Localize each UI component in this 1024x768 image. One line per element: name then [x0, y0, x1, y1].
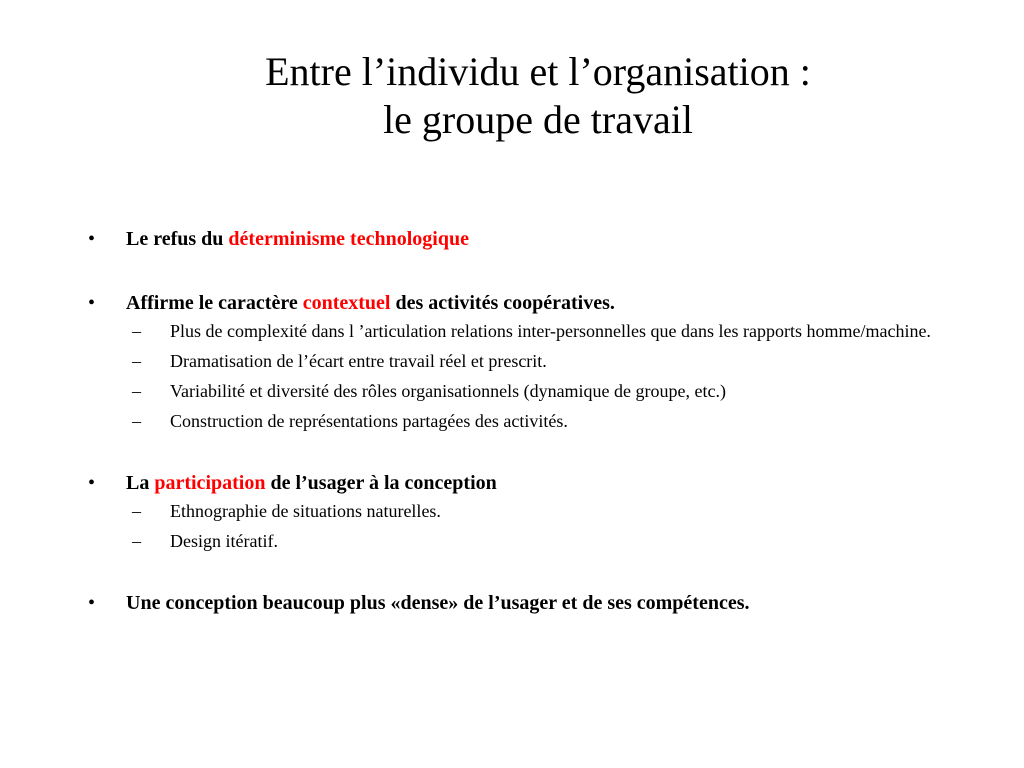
dash-marker: –	[132, 381, 141, 401]
bullet-item-participation	[88, 470, 988, 496]
bullet-list	[88, 226, 988, 616]
bullet-item-dense-conception	[88, 590, 988, 616]
bullet-item-determinism	[88, 226, 988, 252]
slide-title	[0, 48, 1024, 144]
bullet-marker: •	[88, 228, 96, 250]
bullet-marker: •	[88, 472, 96, 494]
bullet-text-prefix: La	[126, 472, 155, 494]
bullet-item-context	[88, 290, 988, 316]
dash-marker: –	[132, 351, 141, 371]
sub-item-text: Ethnographie de situations naturelles.	[170, 501, 441, 521]
sub-item	[88, 530, 988, 552]
dash-marker: –	[132, 531, 141, 551]
bullet-text-suffix: des activités coopératives.	[390, 292, 615, 314]
bullet-marker: •	[88, 592, 96, 614]
sub-item-text: Design itératif.	[170, 531, 278, 551]
sub-list-participation	[88, 500, 988, 552]
bullet-marker: •	[88, 292, 96, 314]
bullet-text-prefix: Affirme le caractère	[126, 292, 303, 314]
sub-item	[88, 410, 988, 432]
sub-item	[88, 320, 988, 342]
sub-item	[88, 380, 988, 402]
title-line-1: Entre l’individu et l’organisation :	[265, 49, 811, 94]
sub-item-text: Plus de complexité dans l ’articulation relations inter-personnelles que dans les rapports homme/machine.	[170, 321, 931, 341]
sub-item-text: Variabilité et diversité des rôles organisationnels (dynamique de groupe, etc.)	[170, 381, 726, 401]
sub-item	[88, 350, 988, 372]
dash-marker: –	[132, 411, 141, 431]
bullet-highlight: contextuel	[302, 292, 391, 314]
sub-item	[88, 500, 988, 522]
bullet-highlight: participation	[154, 472, 266, 494]
sub-item-text: Construction de représentations partagées des activités.	[170, 411, 568, 431]
title-line-2: le groupe de travail	[383, 97, 693, 142]
sub-item-text: Dramatisation de l’écart entre travail réel et prescrit.	[170, 351, 547, 371]
sub-list-context	[88, 320, 988, 432]
bullet-text-prefix: Le refus du	[126, 228, 229, 250]
dash-marker: –	[132, 321, 141, 341]
bullet-highlight: déterminisme technologique	[228, 228, 469, 250]
bullet-text: Une conception beaucoup plus «dense» de l’usager et de ses compétences.	[126, 592, 750, 614]
dash-marker: –	[132, 501, 141, 521]
bullet-text-suffix: de l’usager à la conception	[265, 472, 497, 494]
